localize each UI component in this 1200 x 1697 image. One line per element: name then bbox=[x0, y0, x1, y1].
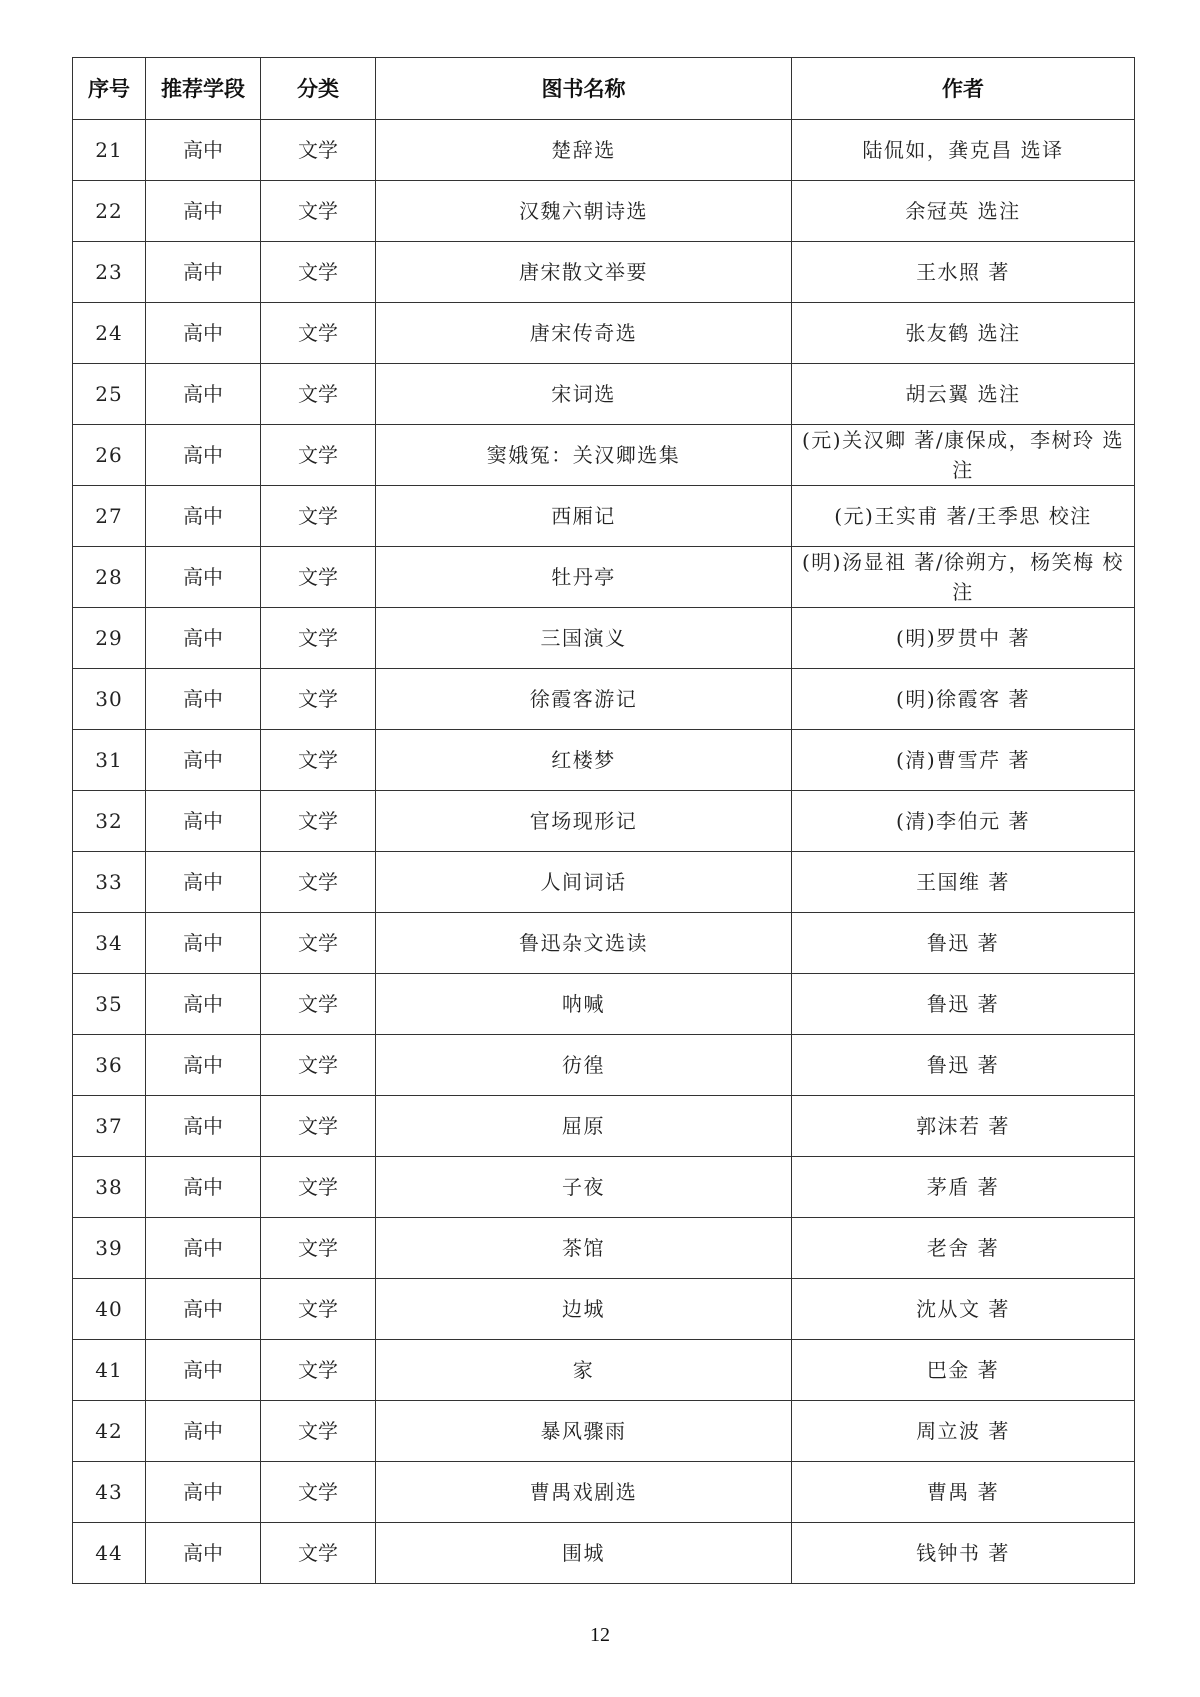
cell-category: 文学 bbox=[261, 791, 376, 852]
cell-stage: 高中 bbox=[146, 913, 261, 974]
table-row bbox=[73, 913, 1135, 974]
table-row bbox=[73, 730, 1135, 791]
cell-category: 文学 bbox=[261, 486, 376, 547]
cell-stage: 高中 bbox=[146, 242, 261, 303]
cell-author: 钱钟书 著 bbox=[792, 1523, 1135, 1584]
cell-title: 茶馆 bbox=[376, 1218, 792, 1279]
cell-number: 37 bbox=[73, 1096, 146, 1157]
cell-stage: 高中 bbox=[146, 425, 261, 486]
table-header bbox=[73, 58, 1135, 120]
cell-category: 文学 bbox=[261, 730, 376, 791]
cell-category: 文学 bbox=[261, 608, 376, 669]
cell-author: (明)汤显祖 著/徐朔方，杨笑梅 校注 bbox=[792, 547, 1135, 608]
cell-stage: 高中 bbox=[146, 303, 261, 364]
cell-title: 徐霞客游记 bbox=[376, 669, 792, 730]
cell-category: 文学 bbox=[261, 303, 376, 364]
cell-stage: 高中 bbox=[146, 1279, 261, 1340]
table-row bbox=[73, 1279, 1135, 1340]
cell-title: 子夜 bbox=[376, 1157, 792, 1218]
cell-number: 25 bbox=[73, 364, 146, 425]
table-row bbox=[73, 1218, 1135, 1279]
book-list-table bbox=[72, 57, 1135, 1584]
cell-number: 34 bbox=[73, 913, 146, 974]
cell-author: 鲁迅 著 bbox=[792, 974, 1135, 1035]
header-author: 作者 bbox=[792, 58, 1135, 120]
cell-author: 老舍 著 bbox=[792, 1218, 1135, 1279]
cell-stage: 高中 bbox=[146, 852, 261, 913]
cell-number: 31 bbox=[73, 730, 146, 791]
cell-stage: 高中 bbox=[146, 1462, 261, 1523]
table-row bbox=[73, 181, 1135, 242]
cell-author: 鲁迅 著 bbox=[792, 1035, 1135, 1096]
cell-title: 宋词选 bbox=[376, 364, 792, 425]
cell-title: 三国演义 bbox=[376, 608, 792, 669]
cell-category: 文学 bbox=[261, 1035, 376, 1096]
table-row bbox=[73, 1096, 1135, 1157]
cell-stage: 高中 bbox=[146, 1218, 261, 1279]
table-row bbox=[73, 303, 1135, 364]
table-row bbox=[73, 1401, 1135, 1462]
cell-number: 22 bbox=[73, 181, 146, 242]
cell-author: 陆侃如，龚克昌 选译 bbox=[792, 120, 1135, 181]
cell-title: 暴风骤雨 bbox=[376, 1401, 792, 1462]
cell-author: 周立波 著 bbox=[792, 1401, 1135, 1462]
cell-number: 43 bbox=[73, 1462, 146, 1523]
cell-title: 汉魏六朝诗选 bbox=[376, 181, 792, 242]
table-row bbox=[73, 547, 1135, 608]
cell-number: 41 bbox=[73, 1340, 146, 1401]
cell-stage: 高中 bbox=[146, 120, 261, 181]
cell-stage: 高中 bbox=[146, 669, 261, 730]
cell-title: 人间词话 bbox=[376, 852, 792, 913]
cell-stage: 高中 bbox=[146, 608, 261, 669]
table-row bbox=[73, 974, 1135, 1035]
header-number: 序号 bbox=[73, 58, 146, 120]
table-row bbox=[73, 364, 1135, 425]
cell-number: 35 bbox=[73, 974, 146, 1035]
cell-number: 23 bbox=[73, 242, 146, 303]
cell-category: 文学 bbox=[261, 852, 376, 913]
cell-title: 围城 bbox=[376, 1523, 792, 1584]
cell-author: 张友鹤 选注 bbox=[792, 303, 1135, 364]
cell-author: 余冠英 选注 bbox=[792, 181, 1135, 242]
table-row bbox=[73, 425, 1135, 486]
cell-stage: 高中 bbox=[146, 1096, 261, 1157]
table-row bbox=[73, 791, 1135, 852]
cell-title: 西厢记 bbox=[376, 486, 792, 547]
cell-number: 30 bbox=[73, 669, 146, 730]
cell-category: 文学 bbox=[261, 1523, 376, 1584]
cell-category: 文学 bbox=[261, 913, 376, 974]
header-title: 图书名称 bbox=[376, 58, 792, 120]
table-row bbox=[73, 242, 1135, 303]
cell-category: 文学 bbox=[261, 1157, 376, 1218]
cell-number: 38 bbox=[73, 1157, 146, 1218]
cell-title: 牡丹亭 bbox=[376, 547, 792, 608]
cell-title: 彷徨 bbox=[376, 1035, 792, 1096]
cell-stage: 高中 bbox=[146, 1401, 261, 1462]
cell-stage: 高中 bbox=[146, 1035, 261, 1096]
cell-author: (明)徐霞客 著 bbox=[792, 669, 1135, 730]
cell-author: 郭沫若 著 bbox=[792, 1096, 1135, 1157]
table-row bbox=[73, 486, 1135, 547]
header-category: 分类 bbox=[261, 58, 376, 120]
cell-title: 唐宋传奇选 bbox=[376, 303, 792, 364]
cell-author: (清)李伯元 著 bbox=[792, 791, 1135, 852]
cell-author: 茅盾 著 bbox=[792, 1157, 1135, 1218]
cell-category: 文学 bbox=[261, 242, 376, 303]
table-row bbox=[73, 1035, 1135, 1096]
cell-title: 家 bbox=[376, 1340, 792, 1401]
table-row bbox=[73, 1523, 1135, 1584]
cell-stage: 高中 bbox=[146, 974, 261, 1035]
cell-author: 巴金 著 bbox=[792, 1340, 1135, 1401]
table-row bbox=[73, 1462, 1135, 1523]
table-row bbox=[73, 669, 1135, 730]
cell-title: 官场现形记 bbox=[376, 791, 792, 852]
cell-number: 26 bbox=[73, 425, 146, 486]
cell-author: (元)王实甫 著/王季思 校注 bbox=[792, 486, 1135, 547]
table-row bbox=[73, 608, 1135, 669]
table-body bbox=[73, 120, 1135, 1584]
cell-title: 窦娥冤：关汉卿选集 bbox=[376, 425, 792, 486]
cell-number: 24 bbox=[73, 303, 146, 364]
cell-author: 胡云翼 选注 bbox=[792, 364, 1135, 425]
cell-stage: 高中 bbox=[146, 486, 261, 547]
cell-author: (清)曹雪芹 著 bbox=[792, 730, 1135, 791]
cell-stage: 高中 bbox=[146, 364, 261, 425]
cell-title: 红楼梦 bbox=[376, 730, 792, 791]
cell-author: 沈从文 著 bbox=[792, 1279, 1135, 1340]
cell-category: 文学 bbox=[261, 120, 376, 181]
cell-title: 楚辞选 bbox=[376, 120, 792, 181]
cell-number: 32 bbox=[73, 791, 146, 852]
page-number: 12 bbox=[590, 1624, 610, 1646]
cell-category: 文学 bbox=[261, 181, 376, 242]
cell-author: 王水照 著 bbox=[792, 242, 1135, 303]
cell-category: 文学 bbox=[261, 364, 376, 425]
cell-number: 40 bbox=[73, 1279, 146, 1340]
cell-title: 屈原 bbox=[376, 1096, 792, 1157]
table-row bbox=[73, 852, 1135, 913]
cell-category: 文学 bbox=[261, 425, 376, 486]
cell-number: 39 bbox=[73, 1218, 146, 1279]
cell-number: 33 bbox=[73, 852, 146, 913]
cell-category: 文学 bbox=[261, 1218, 376, 1279]
cell-author: 曹禺 著 bbox=[792, 1462, 1135, 1523]
cell-stage: 高中 bbox=[146, 791, 261, 852]
cell-category: 文学 bbox=[261, 1462, 376, 1523]
cell-title: 唐宋散文举要 bbox=[376, 242, 792, 303]
cell-stage: 高中 bbox=[146, 1340, 261, 1401]
cell-author: (元)关汉卿 著/康保成，李树玲 选注 bbox=[792, 425, 1135, 486]
cell-number: 28 bbox=[73, 547, 146, 608]
header-row bbox=[73, 58, 1135, 120]
cell-stage: 高中 bbox=[146, 181, 261, 242]
cell-category: 文学 bbox=[261, 1096, 376, 1157]
cell-number: 29 bbox=[73, 608, 146, 669]
cell-author: 王国维 著 bbox=[792, 852, 1135, 913]
header-stage: 推荐学段 bbox=[146, 58, 261, 120]
cell-number: 27 bbox=[73, 486, 146, 547]
table-row bbox=[73, 1340, 1135, 1401]
cell-title: 鲁迅杂文选读 bbox=[376, 913, 792, 974]
cell-number: 36 bbox=[73, 1035, 146, 1096]
cell-stage: 高中 bbox=[146, 730, 261, 791]
cell-stage: 高中 bbox=[146, 1157, 261, 1218]
cell-category: 文学 bbox=[261, 669, 376, 730]
table-row bbox=[73, 120, 1135, 181]
cell-stage: 高中 bbox=[146, 547, 261, 608]
cell-number: 42 bbox=[73, 1401, 146, 1462]
cell-number: 21 bbox=[73, 120, 146, 181]
cell-category: 文学 bbox=[261, 974, 376, 1035]
cell-author: 鲁迅 著 bbox=[792, 913, 1135, 974]
cell-category: 文学 bbox=[261, 547, 376, 608]
cell-category: 文学 bbox=[261, 1279, 376, 1340]
cell-title: 呐喊 bbox=[376, 974, 792, 1035]
cell-title: 曹禺戏剧选 bbox=[376, 1462, 792, 1523]
cell-stage: 高中 bbox=[146, 1523, 261, 1584]
cell-author: (明)罗贯中 著 bbox=[792, 608, 1135, 669]
table-row bbox=[73, 1157, 1135, 1218]
cell-title: 边城 bbox=[376, 1279, 792, 1340]
cell-number: 44 bbox=[73, 1523, 146, 1584]
cell-category: 文学 bbox=[261, 1340, 376, 1401]
cell-category: 文学 bbox=[261, 1401, 376, 1462]
